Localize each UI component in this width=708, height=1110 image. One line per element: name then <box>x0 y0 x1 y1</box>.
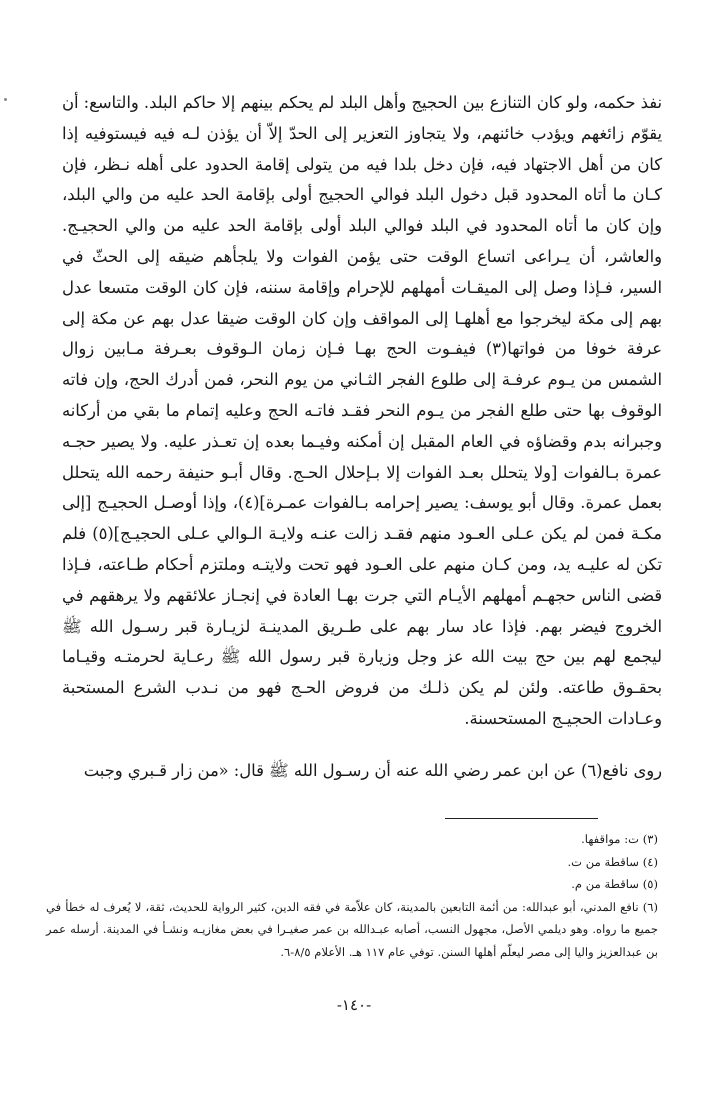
footnote-separator <box>445 818 598 819</box>
footnote-5: (٥) ساقطة من م. <box>571 877 658 892</box>
hadith-paragraph <box>62 756 662 786</box>
footnotes <box>46 828 658 964</box>
footnote-6: (٦) نافع المدني، أبو عبدالله: من أئمة التابعين بالمدينة، كان علاّمة في فقه الدين، كثير الرواية للحديث، ثقة، لا يُعرف له خطأ في جميع ما رواه. وهو ديلمي الأصل، مجهول النسب، أصابه عبـدالله بن عمر صغيـرا في بعض مغازيـه ونشـأ في المدينة. أرسله عمر بن عبدالعزيز واليا إلى مصر ليعلّم أهلها السنن. توفي عام ١١٧ هـ. الأعلام ٨/٥-٦. <box>46 899 658 959</box>
margin-mark <box>4 98 7 101</box>
main-text <box>62 88 662 735</box>
main-paragraph: نفذ حكمه، ولو كان التنازع بين الحجيج وأهل البلد لم يحكم بينهم إلا حاكم البلد. والتاسع: أن يقوّم زائغهم ويؤدب خائنهم، ولا يتجاوز التعزير إلى الحدّ إلاّ أن يؤذن لـه فيه فيستوفيه إذا كان من أهل الاجتهاد فيه، فإن دخل بلدا فيه من يتولى إقامة الحدود على أهله نـظر، فإن كـان ما أتاه المحدود قبل دخول البلد فوالي الحجيج أولى بإقامة الحد عليه من والي البلد، وإن كان ما أتاه المحدود في البلد فوالي البلد أولى بإقامة الحد عليه من والي الحجيـج. والعاشر، أن يـراعى اتساع الوقت حتى يؤمن الفوات ولا يلجأهم ضيقه إلى الحثّ في السير، فـإذا وصل إلى الميقـات أمهلهم للإحرام وإقامة سننه، فإن كان الوقت متسعا عدل بهم إلى مكة ليخرجوا مع أهلهـا إلى المواقف وإن كان الوقت ضيقا عدل بهم عن مكة إلى عرفة خوفا من فواتها(٣) فيفـوت الحج بهـا فـإن زمان الـوقوف بعـرفة مـابين زوال الشمس من يـوم عرفـة إلى طلوع الفجر الثـاني من يوم النحر، فمن أدرك الحج، وإن فاته الوقوف بها حتى طلع الفجر من يـوم النحر فقـد فاتـه الحج وعليه إتمام ما بقي من أركانه وجبرانه بدم وقضاؤه في العام المقبل إن أمكنه وفيـما بعده إن تعـذر عليه. ولا يصير حجـه عمرة بـالفوات [ولا يتحلل بعـد الفوات إلا بـإحلال الحـج. وقال أبـو حنيفة رحمه الله يتحلل بعمل عمرة. وقال أبو يوسف: يصير إحرامه بـالفوات عمـرة](٤)، وإذا أوصـل الحجيـج [إلى مكـة فمن لم يكن عـلى العـود منهم فقـد زالت عنـه ولايـة الـوالي عـلى الحجيـج](٥) فلم تكن له عليـه يد، ومن كـان منهم على العـود فهو تحت ولايتـه وملتزم أحكام طـاعته، فـإذا قضى الناس حجهـم أمهلهم الأيـام التي جرت بهـا العادة في إنجـاز علائقهم ولا يرهقهم في الخروج فيضر بهم. فإذا عاد سار بهم على طـريق المدينـة لزيـارة قبر رسـول الله ﷺ ليجمع لهم بين حج بيت الله عز وجل وزيارة قبر رسول الله ﷺ رعـاية لحرمتـه وقيـاما بحقـوق طاعته. ولئن لم يكن ذلـك من فروض الحـج فهو من نـدب الشرع المستحبة وعـادات الحجيـج المستحسنة. <box>62 93 662 728</box>
footnote-4: (٤) ساقطة من ت. <box>567 854 658 869</box>
footnote-3: (٣) ت: مواقفها. <box>581 832 658 846</box>
page-number: -١٤٠- <box>336 996 372 1014</box>
hadith-text: روى نافع(٦) عن ابن عمر رضي الله عنه أن رسـول الله ﷺ قال: «من زار قـبري وجبت <box>83 761 662 780</box>
